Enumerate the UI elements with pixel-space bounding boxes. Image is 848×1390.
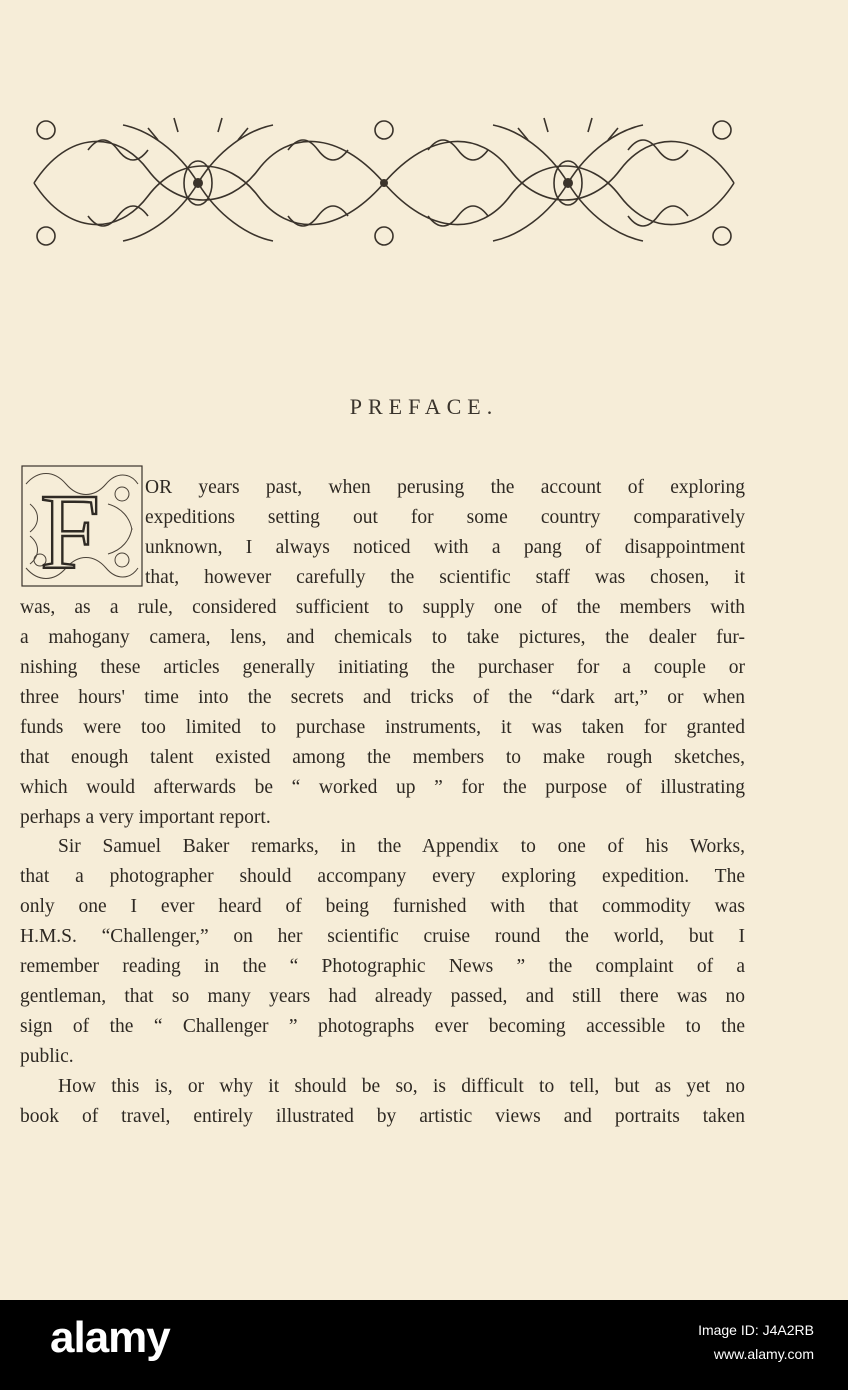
text-line: remember reading in the “ Photographic News ” the complaint of a <box>20 956 745 977</box>
text-line: nishing these articles generally initiating the purchaser for a couple or <box>20 657 745 678</box>
text-line: unknown, I always noticed with a pang of disappointment <box>145 537 745 558</box>
text-line: Sir Samuel Baker remarks, in the Appendix to one of his Works, <box>58 836 745 857</box>
brand-logo[interactable]: alamy <box>50 1313 170 1362</box>
text-line: was, as a rule, considered sufficient to supply one of the members with <box>20 597 745 618</box>
illuminated-initial <box>20 464 144 588</box>
decorative-headpiece <box>28 110 740 256</box>
text-line: sign of the “ Challenger ” photographs ever becoming accessible to the <box>20 1016 745 1037</box>
text-line: only one I ever heard of being furnished with that commodity was <box>20 896 745 917</box>
text-line: that enough talent existed among the members to make rough sketches, <box>20 747 745 768</box>
text-line: funds were too limited to purchase instruments, it was taken for granted <box>20 717 745 738</box>
text-line: gentleman, that so many years had already passed, and still there was no <box>20 986 745 1007</box>
text-line: public. <box>20 1046 74 1067</box>
text-line: that a photographer should accompany every exploring expedition. The <box>20 866 745 887</box>
text-line: How this is, or why it should be so, is difficult to tell, but as yet no <box>58 1076 745 1097</box>
site-url-link[interactable]: www.alamy.com <box>713 1346 814 1362</box>
text-line: perhaps a very important report. <box>20 807 271 828</box>
text-line: three hours' time into the secrets and tricks of the “dark art,” or when <box>20 687 745 708</box>
dropcap-letter: F <box>39 473 101 588</box>
text-line: a mahogany camera, lens, and chemicals to take pictures, the dealer fur- <box>20 627 745 648</box>
page-title: PREFACE. <box>349 394 499 419</box>
text-line: book of travel, entirely illustrated by artistic views and portraits taken <box>20 1106 745 1127</box>
text-line: which would afterwards be “ worked up ” for the purpose of illustrating <box>20 777 745 798</box>
text-line: OR years past, when perusing the account of exploring <box>145 477 745 498</box>
text-line: expeditions setting out for some country comparatively <box>145 507 745 528</box>
text-line: that, however carefully the scientific staff was chosen, it <box>145 567 745 588</box>
text-line: H.M.S. “Challenger,” on her scientific cruise round the world, but I <box>20 926 745 947</box>
image-id-label: Image ID: J4A2RB <box>698 1322 814 1338</box>
